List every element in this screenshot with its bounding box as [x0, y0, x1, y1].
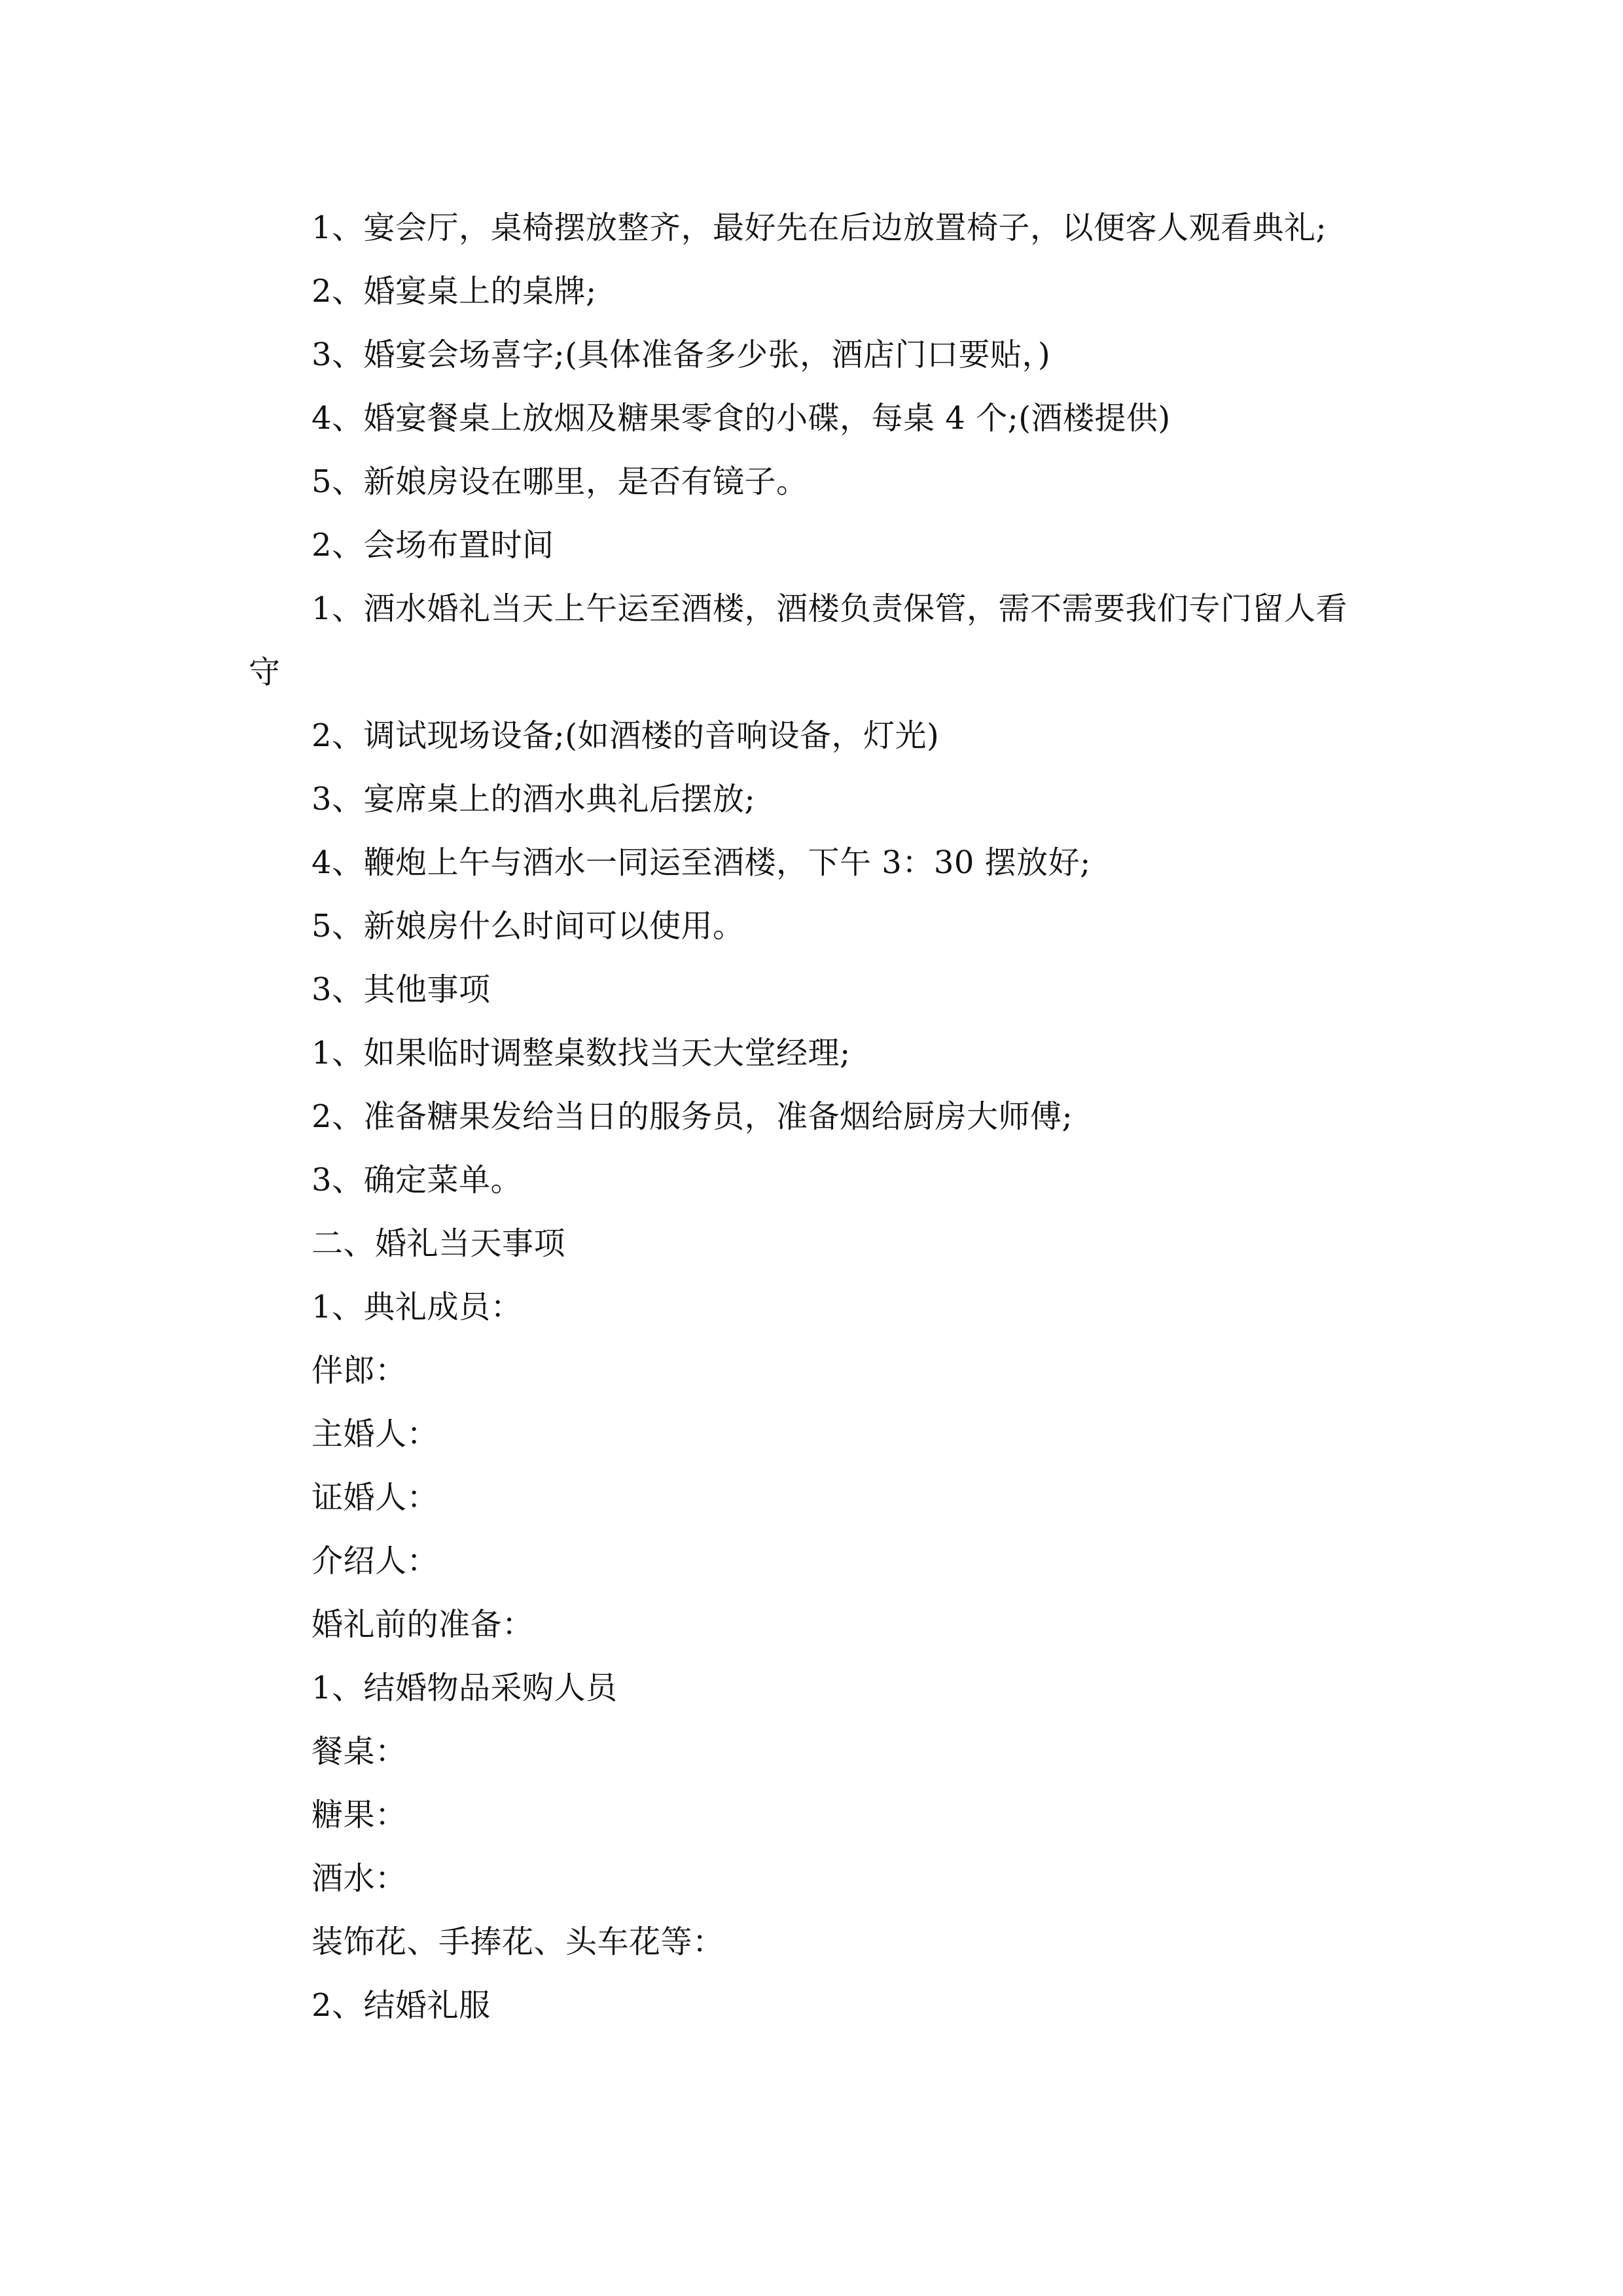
paragraph: 1、酒水婚礼当天上午运至酒楼，酒楼负责保管，需不需要我们专门留人看守	[249, 590, 1348, 691]
paragraph: 5、新娘房什么时间可以使用。	[312, 908, 745, 944]
form-field-label: 证婚人：	[312, 1479, 439, 1516]
section-heading: 二、婚礼当天事项	[312, 1225, 566, 1262]
paragraph: 1、如果临时调整桌数找当天大堂经理;	[312, 1035, 851, 1071]
paragraph: 2、准备糖果发给当日的服务员，准备烟给厨房大师傅;	[312, 1098, 1073, 1135]
paragraph: 1、宴会厅，桌椅摆放整齐，最好先在后边放置椅子，以便客人观看典礼;	[312, 209, 1327, 246]
paragraph: 1、结婚物品采购人员	[312, 1670, 618, 1706]
form-field-label: 伴郎：	[312, 1352, 407, 1389]
form-field-label: 装饰花、手捧花、头车花等：	[312, 1924, 724, 1960]
document-body	[249, 196, 1374, 2037]
paragraph: 3、宴席桌上的酒水典礼后摆放;	[312, 781, 756, 817]
section-heading: 3、其他事项	[312, 971, 491, 1008]
form-field-label: 主婚人：	[312, 1416, 439, 1452]
paragraph: 1、典礼成员：	[312, 1289, 523, 1325]
paragraph: 3、确定菜单。	[312, 1162, 523, 1198]
paragraph: 婚礼前的准备：	[312, 1606, 534, 1643]
form-field-label: 糖果：	[312, 1797, 407, 1833]
paragraph: 5、新娘房设在哪里，是否有镜子。	[312, 463, 808, 500]
form-field-label: 餐桌：	[312, 1733, 407, 1770]
paragraph: 4、鞭炮上午与酒水一同运至酒楼，下午 3：30 摆放好;	[312, 844, 1091, 881]
paragraph: 2、调试现场设备;(如酒楼的音响设备，灯光)	[312, 717, 940, 754]
paragraph: 2、婚宴桌上的桌牌;	[312, 273, 597, 310]
form-field-label: 介绍人：	[312, 1543, 439, 1579]
paragraph: 4、婚宴餐桌上放烟及糖果零食的小碟，每桌 4 个;(酒楼提供)	[312, 400, 1171, 437]
form-field-label: 酒水：	[312, 1860, 407, 1897]
paragraph: 2、结婚礼服	[312, 1987, 491, 2024]
paragraph: 3、婚宴会场喜字;(具体准备多少张，酒店门口要贴，)	[312, 336, 1051, 373]
section-heading: 2、会场布置时间	[312, 527, 554, 564]
